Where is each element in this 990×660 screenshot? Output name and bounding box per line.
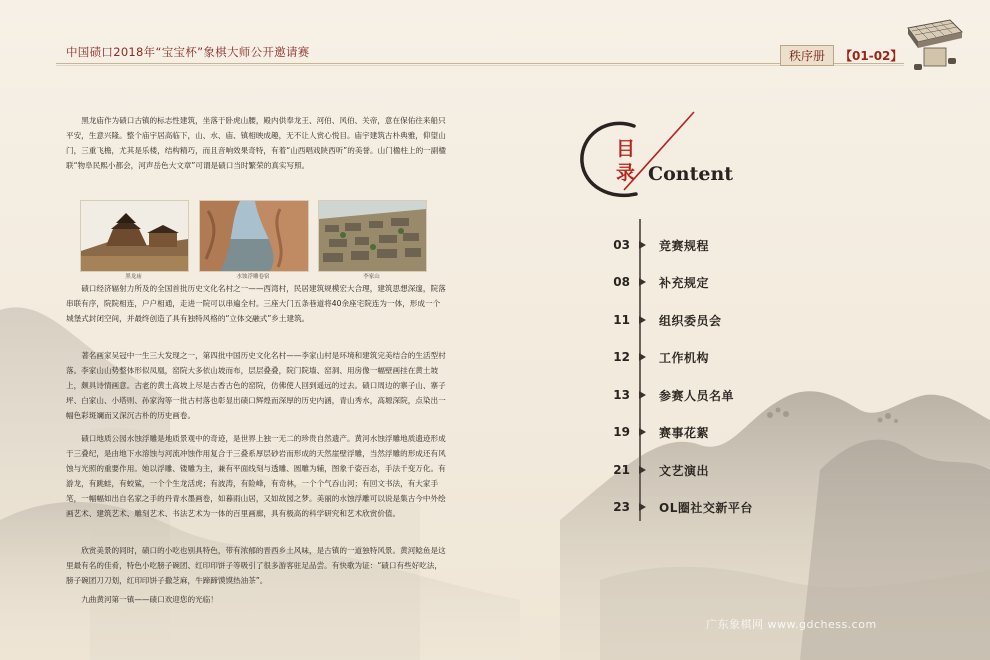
contents-logo-word: Content bbox=[648, 163, 734, 185]
toc-page-number: 21 bbox=[613, 463, 630, 477]
toc-page-number: 23 bbox=[613, 500, 630, 514]
section-tab bbox=[780, 45, 902, 65]
toc-arrow-icon bbox=[639, 278, 646, 286]
photo-caption-1: 黑龙庙 bbox=[125, 274, 142, 280]
toc-label: 组织委员会 bbox=[659, 313, 722, 328]
toc-arrow-icon bbox=[639, 316, 646, 324]
header-divider-secondary bbox=[56, 65, 904, 66]
toc-arrow-icon bbox=[639, 503, 646, 511]
article-paragraph-5: 欣赏美景的同时，碛口的小吃也别具特色，带有浓郁的晋西乡土风味，是古镇的一道独特风景。黄河鲶鱼是这里最有名的佳肴，特色小吃膀子碗团、红印印饼子等吸引了很多游客驻足品尝。有快歌为证：“碛口有些好吃法，膀子碗团刀刀划，红印印饼子撒芝麻，牛蹄蹄馍馍热油茶”。 bbox=[66, 546, 446, 585]
toc-item-event-highlights[interactable] bbox=[600, 422, 709, 442]
photo-caption-2: 水蚀浮雕卷宿 bbox=[236, 274, 270, 280]
toc-item-competition-rules[interactable] bbox=[600, 235, 709, 255]
header-divider bbox=[56, 63, 904, 64]
article-paragraph-2: 碛口经济辐射力所及的全国首批历史文化名村之一——西湾村，民居建筑规模宏大合理，建筑思想深邃，院落串联有序，院院相连，户户相通，走进一院可以串遍全村。三座大门五条巷道将40余座宅院连为一体，形成一个城堡式封闭空间，并最终创造了具有独特风格的“立体交融式”乡土建筑。 bbox=[66, 284, 446, 323]
article-paragraph-3: 著名画家吴冠中一生三大发现之一，第四批中国历史文化名村——李家山村是环境和建筑完美结合的生活型村落。李家山山势整体形似凤凰，窑院大多依山坡而布，层层叠叠，院门院墙、窑洞、用房像一幅壁画挂在黄土坡上，颇具诗情画意。古老的黄土高坡上尽是古香古色的窑院，仿佛使人回到遥远的过去。碛口周边的寨子山、寨子坪、白家山、小塔则、孙家沟等一批古村落也彰显出碛口辉煌而深厚的历史内涵，青山秀水，高塬深院，点染出一幅色彩斑斓而又深沉古朴的历史画卷。 bbox=[66, 351, 446, 420]
toc-label: 工作机构 bbox=[659, 350, 710, 365]
toc-item-social-platform[interactable] bbox=[600, 497, 753, 517]
toc-label: OL圈社交新平台 bbox=[659, 500, 753, 515]
chessboard-table-icon bbox=[902, 14, 964, 74]
contents-logo-char-mu: 目 bbox=[616, 138, 636, 160]
toc-page-number: 19 bbox=[613, 425, 630, 439]
article-paragraph-1: 黑龙庙作为碛口古镇的标志性建筑，坐落于卧虎山腰，殿内供奉龙王、河伯、风伯、关帝，意在保佑往来船只平安，生意兴隆。整个庙宇居高临下，山、水、庙、镇相映成趣，无不让人赏心悦目。庙宇建筑古朴典雅，仰望山门，三重飞檐，尤其是乐楼，结构精巧，而且音响效果奇特，有着“山西唱戏陕西听”的美誉。山门楹柱上的一副楹联“物阜民熙小都会，河声岳色大文章”可谓是碛口当时繁荣的真实写照。 bbox=[66, 116, 446, 170]
toc-arrow-icon bbox=[639, 466, 646, 474]
toc-item-participant-list[interactable] bbox=[600, 385, 734, 405]
toc-arrow-icon bbox=[639, 391, 646, 399]
toc-page-number: 08 bbox=[613, 275, 630, 289]
toc-arrow-icon bbox=[639, 353, 646, 361]
toc-label: 赛事花絮 bbox=[659, 425, 710, 440]
toc-item-working-bodies[interactable] bbox=[600, 347, 709, 367]
photo-lijiashan-village bbox=[318, 200, 427, 272]
photo-caption-3: 李家山 bbox=[363, 274, 380, 280]
toc-page-number: 12 bbox=[613, 350, 630, 364]
toc-item-supplementary-rules[interactable] bbox=[600, 272, 709, 292]
toc-arrow-icon bbox=[639, 428, 646, 436]
toc-label: 补充规定 bbox=[659, 275, 710, 290]
toc-page-number: 13 bbox=[613, 388, 630, 402]
toc-label: 文艺演出 bbox=[659, 463, 710, 478]
contents-logo-char-lu: 录 bbox=[616, 162, 636, 184]
contents-logo-emblem bbox=[576, 108, 736, 208]
toc-item-performances[interactable] bbox=[600, 460, 709, 480]
photo-water-erosion-relief bbox=[199, 200, 309, 272]
article-paragraph-6: 九曲黄河第一镇——碛口欢迎您的光临！ bbox=[81, 595, 218, 604]
site-watermark: 广东象棋网 www.gdchess.com bbox=[706, 618, 877, 631]
toc-label: 竞赛规程 bbox=[659, 238, 710, 253]
toc-page-number: 03 bbox=[613, 238, 630, 252]
photo-black-dragon-temple bbox=[80, 200, 189, 272]
section-tab-name: 秩序册 bbox=[780, 45, 834, 66]
header-title: 中国碛口2018年“宝宝杯”象棋大师公开邀请赛 bbox=[66, 45, 310, 59]
toc-arrow-icon bbox=[639, 241, 646, 249]
toc-item-organizing-committee[interactable] bbox=[600, 310, 722, 330]
page-range: 【01-02】 bbox=[840, 48, 903, 63]
toc-label: 参赛人员名单 bbox=[659, 388, 735, 403]
article-paragraph-4: 碛口地质公园水蚀浮雕是地质景观中的奇迹，是世界上独一无二的珍贵自然遗产。黄河水蚀浮雕地质遗迹形成于三叠纪，是由地下水溶蚀与河流冲蚀作用复合于三叠系厚层砂岩而形成的天然崖壁浮雕，当然浮雕的形成还有风蚀与光照的重要作用。她以浮雕、镂雕为主，兼有平面线刻与透雕、圆雕为辅，图象千姿百态，手法千变万化。有游龙，有跳蛙，有蛟鲨，一个个生龙活虎；有波涛，有险峰，有奇林，一个个气吞山河；有回文书法，有大家手笔，一幅幅如出自名家之手的丹青水墨画卷，如暮雨山居，又如故园之梦。美丽的水蚀浮雕可以说是集古今中外绘画艺术、建筑艺术、雕刻艺术、书法艺术为一体的百里画廊，具有极高的科学研究和艺术欣赏价值。 bbox=[66, 434, 446, 518]
toc-page-number: 11 bbox=[613, 313, 630, 327]
